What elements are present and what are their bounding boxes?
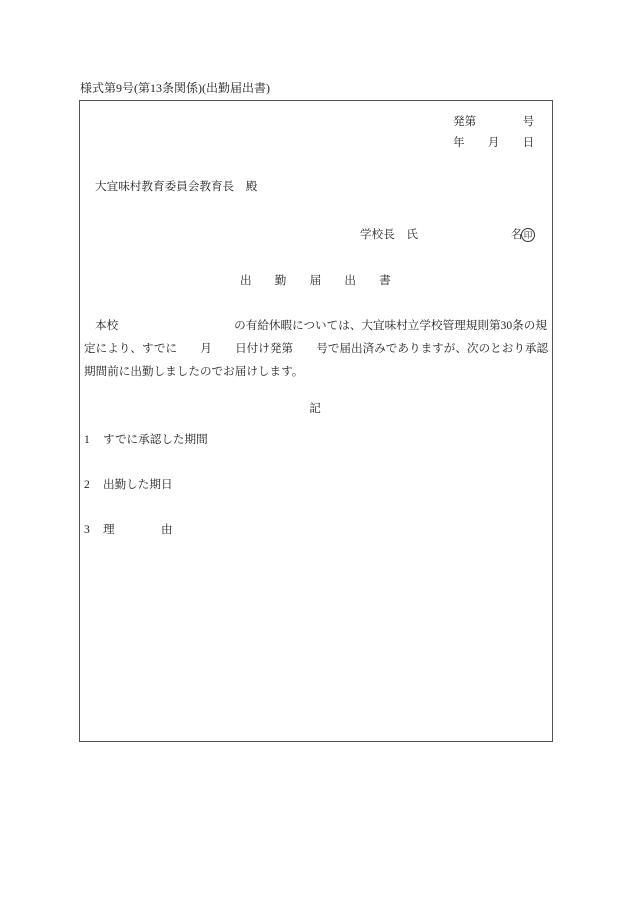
body-text-line: 定により、すでに 月 日付け発第 号で届出済みでありますが、次のとおり承認: [84, 342, 549, 355]
item-work-date: 出勤した期日: [103, 478, 173, 491]
item-number: 2: [84, 478, 90, 491]
body-text-line: 期間前に出勤しましたのでお届けします。: [84, 365, 304, 378]
item-number: 1: [84, 433, 90, 446]
addressee: 大宜味村教育委員会教育長 殿: [95, 180, 258, 193]
document-number: 発第 号: [453, 115, 535, 128]
document-title: 出 勤 届 出 書: [240, 274, 391, 287]
item-approved-period: すでに承認した期間: [103, 433, 208, 446]
item-reason: 理 由: [103, 523, 173, 536]
item-number: 3: [84, 523, 90, 536]
signature-line: 学校長 氏 名: [360, 228, 523, 241]
document-date: 年 月 日: [453, 136, 535, 149]
ki-heading: 記: [309, 402, 321, 415]
seal-icon: 印: [521, 228, 535, 242]
form-frame: [79, 100, 553, 742]
form-header: 様式第9号(第13条関係)(出勤届出書): [80, 81, 270, 95]
body-text-line: 本校 の有給休暇については、大宜味村立学校管理規則第30条の規: [95, 319, 547, 332]
